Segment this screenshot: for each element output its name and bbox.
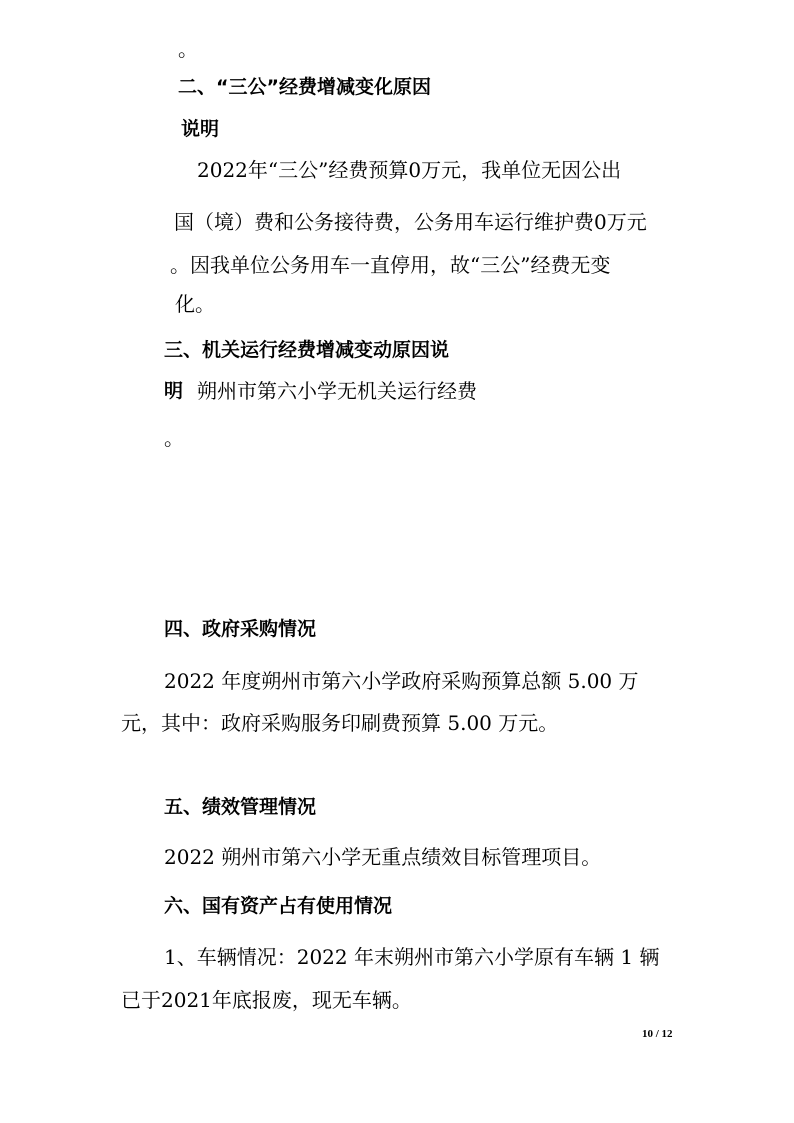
section2-paragraph-line: 化。 [175,292,215,316]
section2-paragraph-line: 2022年“三公”经费预算0万元，我单位无因公出 [197,158,622,182]
section3-paragraph: 朔州市第六小学无机关运行经费 [197,379,477,403]
section3-trailing: 。 [164,426,184,450]
section2-heading: 二、“三公”经费增减变化原因 [178,76,431,98]
section5-paragraph: 2022 朔州市第六小学无重点绩效目标管理项目。 [164,845,602,869]
section2-heading-cont: 说明 [181,118,220,140]
section2-paragraph-line: 国（境）费和公务接待费，公务用车运行维护费0万元 [174,210,647,234]
section4-paragraph-line: 元，其中：政府采购服务印刷费预算 5.00 万元。 [121,711,559,735]
section6-heading: 六、国有资产占有使用情况 [164,895,393,917]
section5-heading: 五、绩效管理情况 [164,796,317,818]
section6-paragraph-line: 已于2021年底报废，现无车辆。 [121,988,412,1012]
section3-heading: 三、机关运行经费增减变动原因说 [164,339,450,361]
section4-paragraph-line: 2022 年度朔州市第六小学政府采购预算总额 5.00 万 [164,669,639,693]
top-fragment: 。 [178,37,198,61]
section3-heading-cont: 明 [164,380,184,402]
section2-paragraph-line: 。因我单位公务用车一直停用，故“三公”经费无变 [170,253,611,277]
section6-paragraph-line: 1、车辆情况：2022 年末朔州市第六小学原有车辆 1 辆 [164,945,660,969]
section4-heading: 四、政府采购情况 [164,618,317,640]
page-number: 10 / 12 [642,1028,673,1040]
